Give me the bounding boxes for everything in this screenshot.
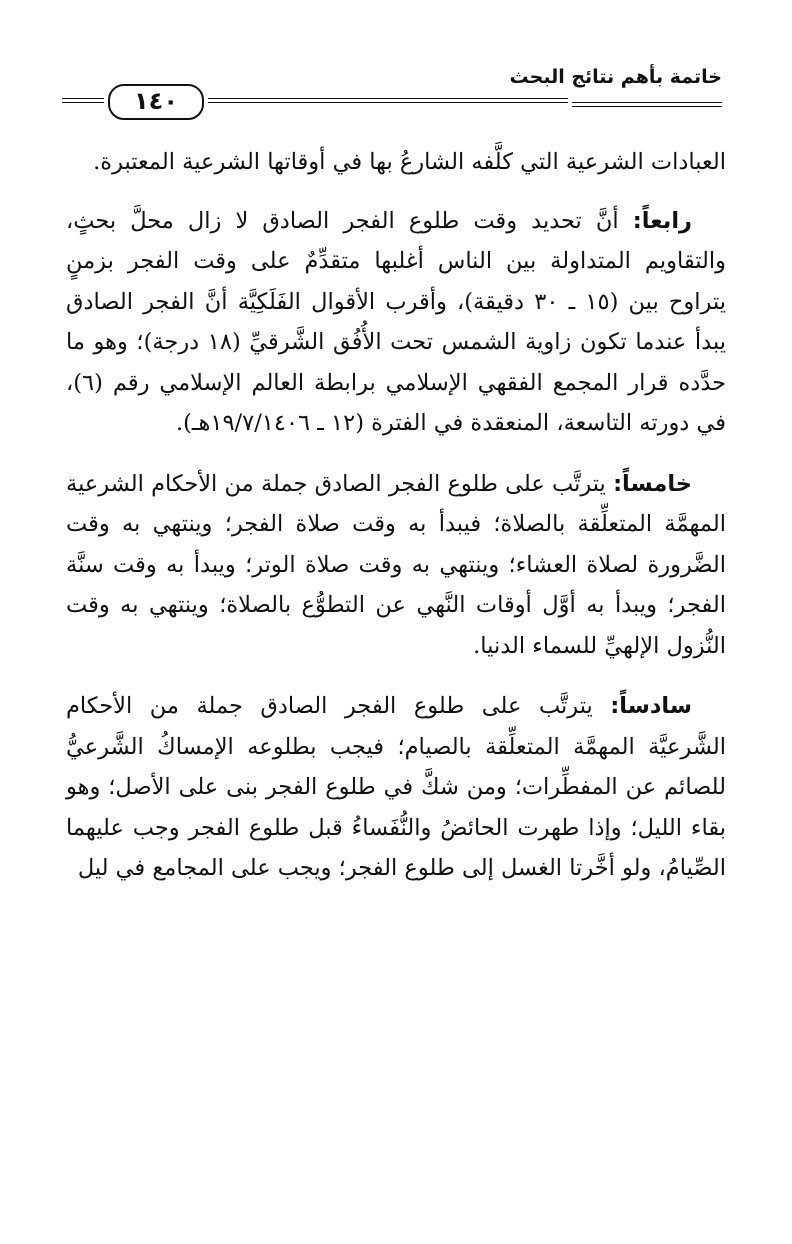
header-double-rule: [62, 98, 104, 103]
page-number: ١٤٠: [108, 84, 204, 120]
paragraph-lead: سادساً:: [610, 693, 692, 719]
paragraph: [66, 464, 726, 667]
running-header: [62, 62, 722, 122]
paragraph-text: يترتَّب على طلوع الفجر الصادق جملة من الأحكام الشَّرعيَّة المهمَّة المتعلِّقة بالصيام؛ فيجب بطلوعه الإمساكُ الشَّرعيُّ للصائم عن المفطِّرات؛ ومن شكَّ في طلوع الفجر بنى على الأصل؛ وهو بقاء الليل؛ وإذا طهرت الحائضُ والنُّفَساءُ قبل طلوع الفجر وجب عليهما الصِّيامُ، ولو أخَّرتا الغسل إلى طلوع الفجر؛ ويجب على المجامع في ليل: [66, 693, 726, 881]
paragraph: [66, 686, 726, 889]
body-text: [66, 142, 726, 909]
paragraph: [66, 142, 726, 183]
paragraph-lead: رابعاً:: [632, 207, 692, 234]
header-double-rule: [208, 98, 568, 103]
header-title: خاتمة بأهم نتائج البحث: [509, 66, 722, 88]
paragraph: [66, 201, 726, 444]
paragraph-text: أنَّ تحديد وقت طلوع الفجر الصادق لا زال محلَّ بحثٍ، والتقاويم المتداولة بين الناس أغلبها متقدِّمٌ على وقت الفجر بزمنٍ يتراوح بين (١٥ ـ ٣٠ دقيقة)، وأقرب الأقوال الفَلَكِيَّة أنَّ الفجر الصادق يبدأ عندما تكون زاوية الشمس تحت الأُفُق الشَّرقيِّ (١٨ درجة)؛ وهو ما حدَّده قرار المجمع الفقهي الإسلامي برابطة العالم الإسلامي رقم (٦)، في دورته التاسعة، المنعقدة في الفترة (١٢ ـ ١٩/٧/١٤٠٦هـ).: [66, 207, 726, 436]
header-double-rule: [572, 102, 722, 107]
paragraph-lead: خامساً:: [613, 470, 692, 497]
paragraph-text: العبادات الشرعية التي كلَّفه الشارعُ بها في أوقاتها الشرعية المعتبرة.: [93, 149, 726, 175]
paragraph-text: يترتَّب على طلوع الفجر الصادق جملة من الأحكام الشرعية المهمَّة المتعلِّقة بالصلاة؛ فيبدأ به وقت صلاة الفجر؛ وينتهي به وقت الضَّرورة لصلاة العشاء؛ وينتهي به وقت صلاة الوتر؛ ويبدأ به وقت سنَّة الفجر؛ ويبدأ به أوَّل أوقات النَّهي عن التطوُّع بالصلاة؛ وينتهي به وقت النُّزول الإلهيِّ للسماء الدنيا.: [66, 470, 726, 659]
